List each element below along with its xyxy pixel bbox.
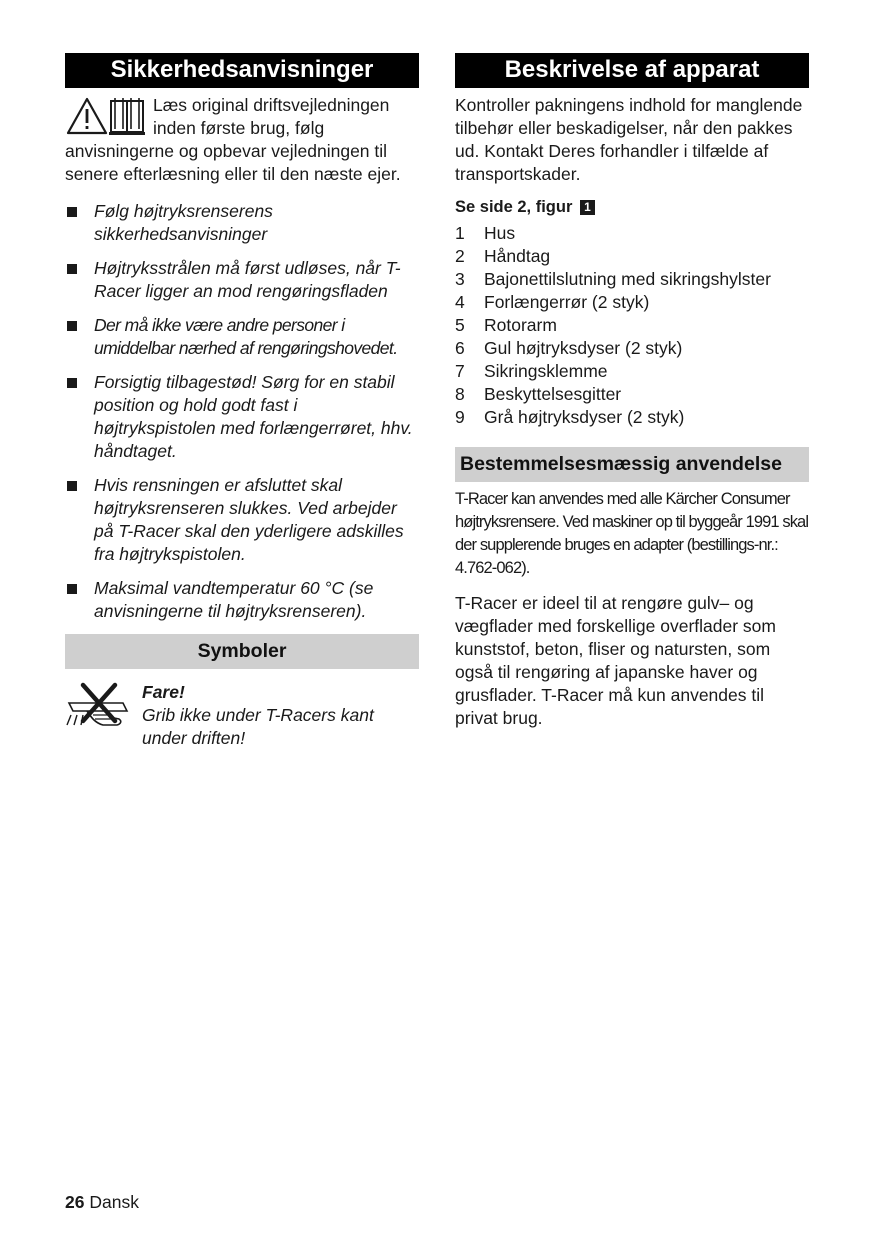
list-item: 6 Gul højtryksdyser (2 styk): [455, 338, 683, 358]
list-item: 4 Forlængerrør (2 styk): [455, 292, 650, 312]
list-item: 9 Grå højtryksdyser (2 styk): [455, 407, 685, 427]
list-item: 7 Sikringsklemme: [455, 361, 608, 381]
safety-heading: Sikkerhedsanvisninger: [65, 53, 419, 88]
intended-use-paragraph-1: T-Racer kan anvendes med alle Kärcher Consumer højtryksrensere. Ved maskiner op til byggeår 1991 skal der supplerende bruges en adapter (bestillings-nr.: 4.762-062).: [455, 490, 809, 577]
figure-reference: Se side 2, figur 1: [455, 196, 809, 218]
list-item: 3 Bajonettilslutning med sikringshylster: [455, 269, 771, 289]
danger-symbol-text: [142, 681, 422, 750]
square-bullet-icon: [67, 378, 77, 388]
hand-danger-icon: [65, 681, 129, 729]
list-item: Maksimal vandtemperatur 60 °C (se anvisningerne til højtryksrenseren).: [65, 577, 419, 623]
description-column: [455, 53, 809, 730]
square-bullet-icon: [67, 264, 77, 274]
square-bullet-icon: [67, 481, 77, 491]
symbols-heading: Symboler: [65, 634, 419, 669]
safety-intro: [65, 94, 419, 186]
safety-intro-text: Læs original driftsvejledningen inden første brug, følg anvisningerne og opbevar vejledningen til senere efterlæsning eller til den næste ejer.: [65, 95, 401, 184]
list-item: Højtryksstrålen må først udløses, når T-Racer ligger an mod rengøringsfladen: [65, 257, 419, 303]
list-item: 2 Håndtag: [455, 246, 551, 266]
figure-number-badge: 1: [580, 200, 595, 215]
safety-column: [65, 53, 419, 761]
square-bullet-icon: [67, 321, 77, 331]
danger-symbol-description: Grib ikke under T-Racers kant under driften!: [142, 705, 374, 748]
list-item: 8 Beskyttelsesgitter: [455, 384, 622, 404]
list-item: 1 Hus: [455, 223, 516, 243]
description-heading: Beskrivelse af apparat: [455, 53, 809, 88]
list-item: 5 Rotorarm: [455, 315, 557, 335]
warning-manual-icon: [65, 94, 149, 138]
page-footer: [65, 1192, 139, 1213]
footer-language: Dansk: [89, 1192, 139, 1212]
parts-list: [455, 222, 809, 429]
danger-symbol-row: [65, 681, 419, 761]
page-number: 26: [65, 1192, 85, 1212]
list-item: Forsigtig tilbagestød! Sørg for en stabil position og hold godt fast i højtrykspistolen med forlængerrøret, hhv. håndtaget.: [65, 371, 419, 463]
list-item: Hvis rensningen er afsluttet skal højtryksrenseren slukkes. Ved arbejder på T-Racer skal den yderligere adskilles fra højtrykspistolen.: [65, 474, 419, 566]
danger-symbol-title: Fare!: [142, 682, 185, 702]
safety-bullet-list: [65, 200, 419, 623]
list-item: Der må ikke være andre personer i umiddelbar nærhed af rengøringshovedet.: [65, 314, 419, 360]
intended-use-heading: Bestemmelsesmæssig anvendelse: [455, 447, 809, 482]
square-bullet-icon: [67, 584, 77, 594]
square-bullet-icon: [67, 207, 77, 217]
intended-use-paragraph-2: T-Racer er ideel til at rengøre gulv– og vægflader med forskellige overflader som kunststof, beton, fliser og natursten, som også til rengøring af japanske haver og grusflader. T-Racer må kun anvendes til privat brug.: [455, 593, 776, 728]
list-item: Følg højtryksrenserens sikkerhedsanvisninger: [65, 200, 419, 246]
description-intro: Kontroller pakningens indhold for manglende tilbehør eller beskadigelser, når den pakkes ud. Kontakt Deres forhandler i tilfælde af transportskader.: [455, 95, 803, 184]
